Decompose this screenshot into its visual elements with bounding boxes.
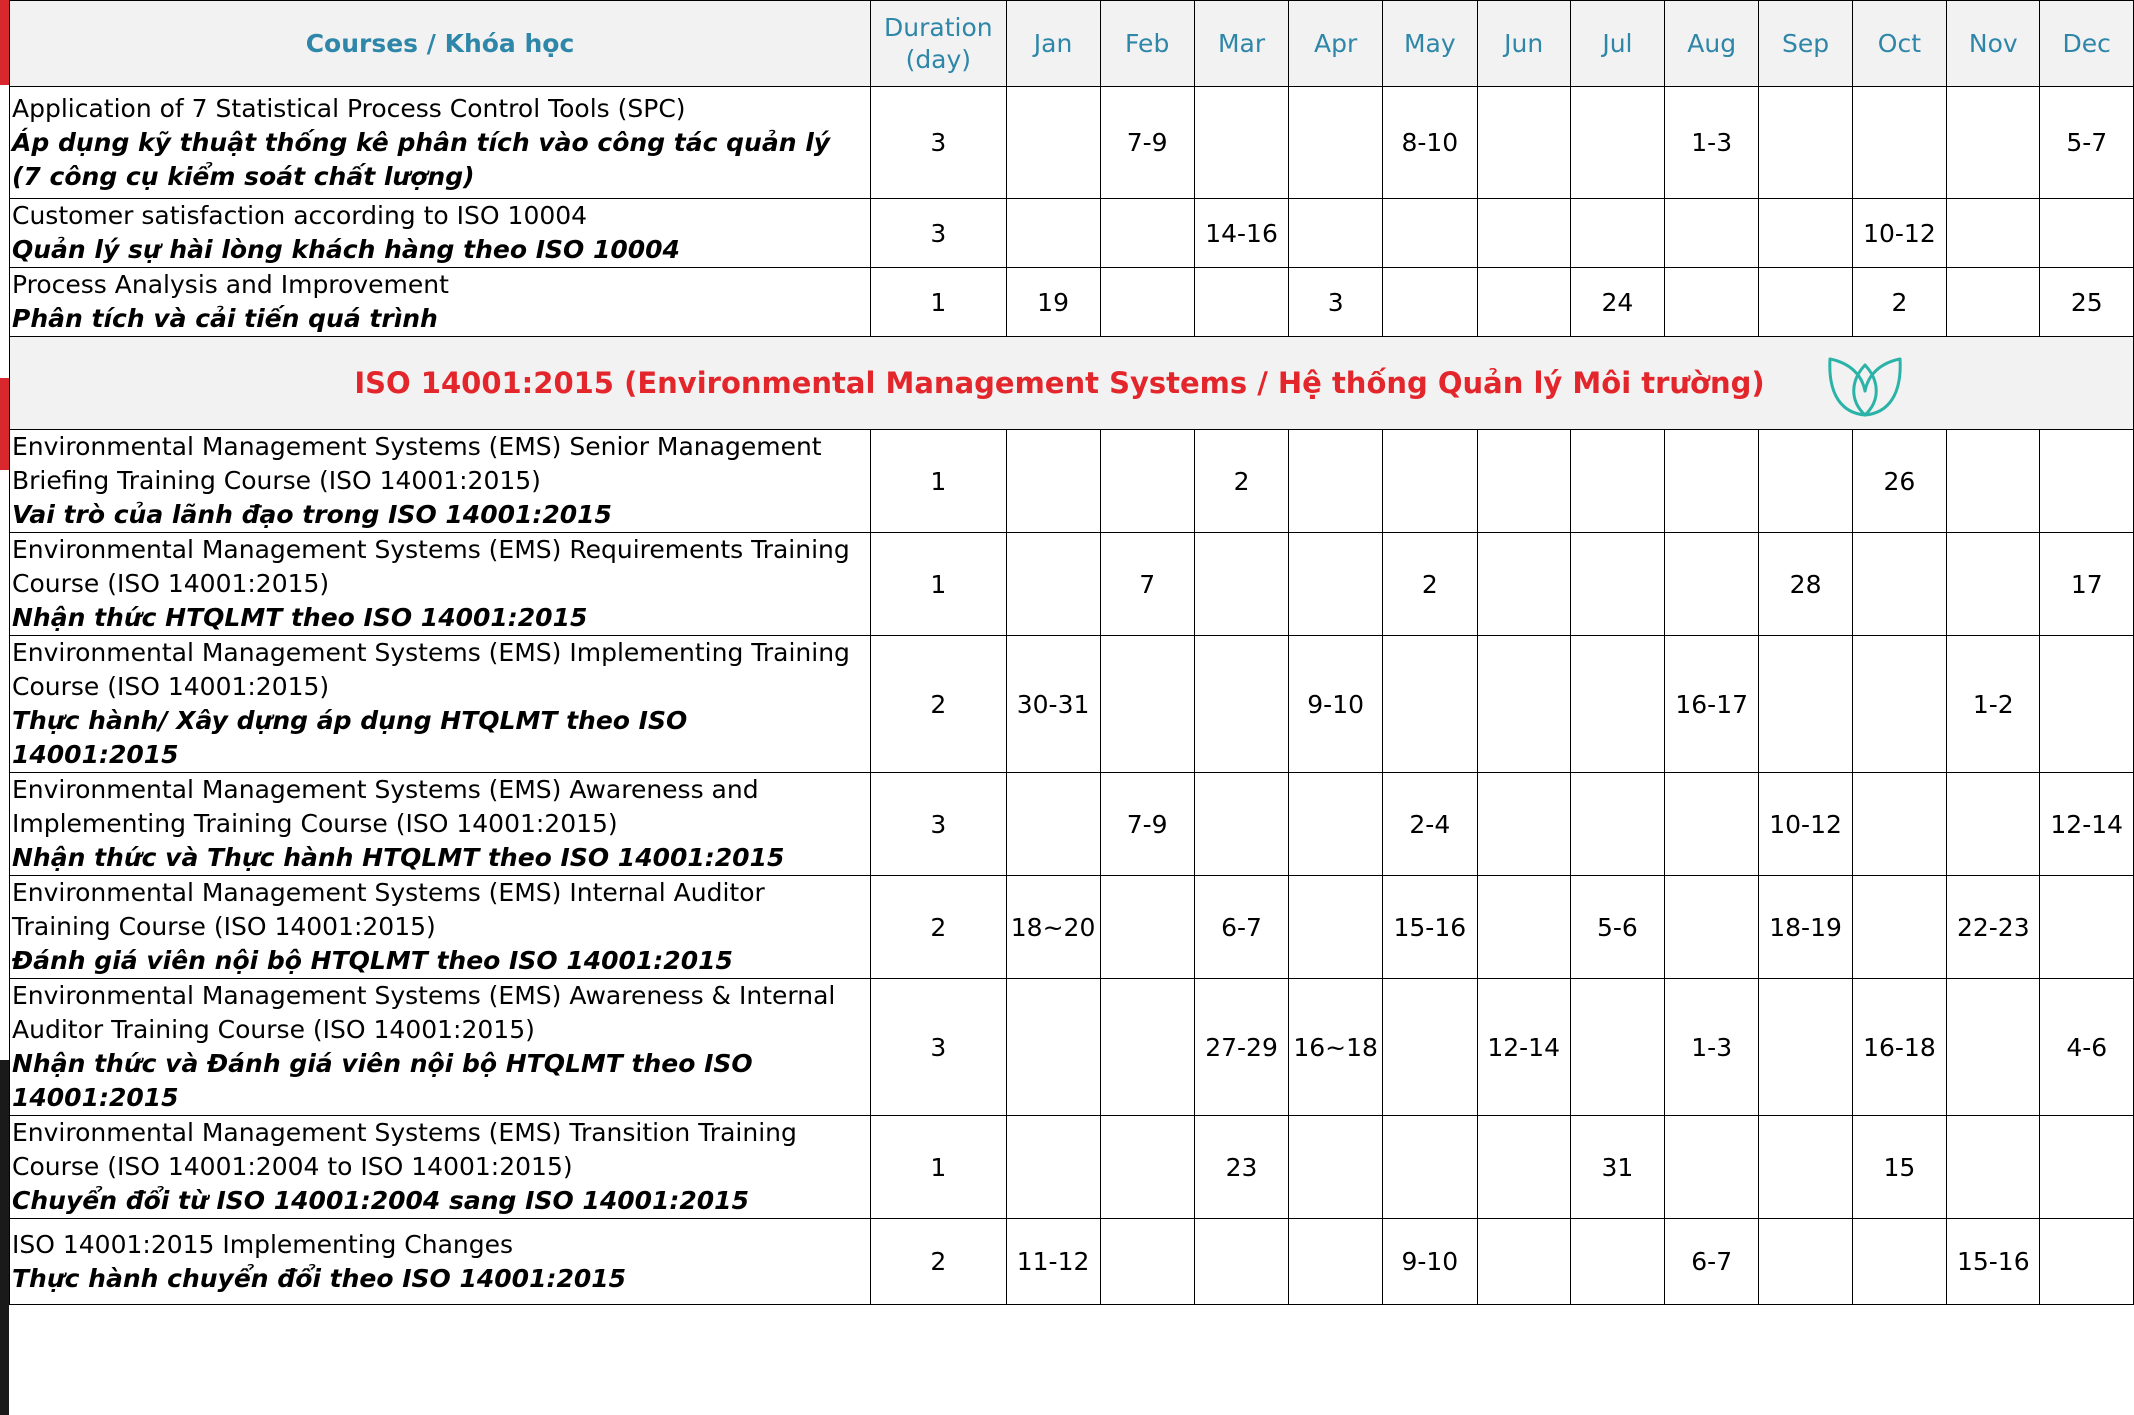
table-row [10, 87, 2134, 199]
schedule-date-cell [1759, 430, 1852, 533]
schedule-date-cell [1383, 636, 1477, 773]
table-row [10, 979, 2134, 1116]
schedule-date-cell [1477, 430, 1570, 533]
schedule-date-cell [1477, 876, 1570, 979]
schedule-date-cell: 10-12 [1759, 773, 1852, 876]
schedule-date-cell [1570, 1219, 1664, 1305]
course-name-en: Environmental Management Systems (EMS) Senior Management Briefing Training Course (ISO 14001:2015) [12, 432, 822, 495]
schedule-date-cell [2040, 636, 2134, 773]
table-row [10, 430, 2134, 533]
table-row [10, 268, 2134, 337]
schedule-date-cell [1759, 1116, 1852, 1219]
schedule-date-cell [1477, 533, 1570, 636]
schedule-date-cell [1383, 430, 1477, 533]
schedule-date-cell [1289, 1219, 1383, 1305]
schedule-date-cell: 18~20 [1006, 876, 1100, 979]
course-name-en: Environmental Management Systems (EMS) Awareness and Implementing Training Course (ISO 14001:2015) [12, 775, 759, 838]
schedule-date-cell: 25 [2040, 268, 2134, 337]
schedule-date-cell [1947, 87, 2040, 199]
schedule-date-cell: 16~18 [1289, 979, 1383, 1116]
leaf-icon [1822, 341, 1908, 421]
schedule-date-cell: 18-19 [1759, 876, 1852, 979]
schedule-date-cell [1100, 1116, 1194, 1219]
schedule-date-cell [1383, 268, 1477, 337]
course-name-cell [10, 876, 871, 979]
schedule-date-cell [1100, 430, 1194, 533]
month-header-nov: Nov [1947, 1, 2040, 87]
table-row [10, 533, 2134, 636]
courses-column-header: Courses / Khóa học [10, 1, 871, 87]
course-name-en: Process Analysis and Improvement [12, 270, 449, 299]
duration-cell: 2 [871, 636, 1007, 773]
schedule-date-cell [1006, 1116, 1100, 1219]
month-header-dec: Dec [2040, 1, 2134, 87]
schedule-date-cell [1665, 1116, 1759, 1219]
table-row [10, 199, 2134, 268]
schedule-date-cell: 1-2 [1947, 636, 2040, 773]
schedule-date-cell [1477, 636, 1570, 773]
schedule-date-cell [1759, 87, 1852, 199]
course-name-vi: Đánh giá viên nội bộ HTQLMT theo ISO 14001:2015 [12, 946, 733, 975]
schedule-date-cell [2040, 1116, 2134, 1219]
schedule-date-cell [1665, 430, 1759, 533]
month-header-jan: Jan [1006, 1, 1100, 87]
schedule-date-cell: 1-3 [1665, 87, 1759, 199]
schedule-date-cell: 9-10 [1383, 1219, 1477, 1305]
schedule-date-cell [1570, 87, 1664, 199]
schedule-date-cell [1665, 876, 1759, 979]
schedule-date-cell [1006, 979, 1100, 1116]
schedule-date-cell: 2 [1194, 430, 1288, 533]
schedule-date-cell [1100, 979, 1194, 1116]
schedule-date-cell: 15 [1852, 1116, 1946, 1219]
course-name-vi: Chuyển đổi từ ISO 14001:2004 sang ISO 14001:2015 [12, 1186, 749, 1215]
schedule-date-cell [1100, 636, 1194, 773]
duration-cell: 3 [871, 199, 1007, 268]
schedule-date-cell [1665, 199, 1759, 268]
course-name-cell [10, 773, 871, 876]
table-row [10, 1219, 2134, 1305]
schedule-date-cell [1100, 268, 1194, 337]
month-header-sep: Sep [1759, 1, 1852, 87]
schedule-date-cell [1947, 773, 2040, 876]
course-name-en: Application of 7 Statistical Process Control Tools (SPC) [12, 93, 686, 123]
schedule-date-cell: 9-10 [1289, 636, 1383, 773]
month-header-jun: Jun [1477, 1, 1570, 87]
duration-cell: 1 [871, 533, 1007, 636]
schedule-date-cell: 6-7 [1194, 876, 1288, 979]
schedule-date-cell [1759, 636, 1852, 773]
schedule-date-cell [1570, 430, 1664, 533]
schedule-date-cell [1477, 1219, 1570, 1305]
schedule-date-cell [1383, 979, 1477, 1116]
course-name-en: Environmental Management Systems (EMS) Transition Training Course (ISO 14001:2004 to ISO 14001:2015) [12, 1118, 797, 1181]
schedule-date-cell: 17 [2040, 533, 2134, 636]
schedule-date-cell [1194, 773, 1288, 876]
schedule-date-cell: 19 [1006, 268, 1100, 337]
schedule-date-cell: 14-16 [1194, 199, 1288, 268]
schedule-date-cell [1477, 87, 1570, 199]
course-name-cell [10, 979, 871, 1116]
table-row [10, 636, 2134, 773]
schedule-date-cell: 28 [1759, 533, 1852, 636]
course-name-vi: Nhận thức và Thực hành HTQLMT theo ISO 14001:2015 [12, 843, 785, 872]
duration-header-line2: (day) [905, 44, 972, 74]
table-row [10, 876, 2134, 979]
table-row [10, 1116, 2134, 1219]
schedule-date-cell: 1-3 [1665, 979, 1759, 1116]
schedule-date-cell [1289, 87, 1383, 199]
schedule-date-cell [1570, 979, 1664, 1116]
schedule-date-cell [2040, 876, 2134, 979]
duration-header-line1: Duration [884, 12, 993, 42]
table-row [10, 773, 2134, 876]
schedule-date-cell [1006, 773, 1100, 876]
schedule-date-cell: 6-7 [1665, 1219, 1759, 1305]
schedule-date-cell [1006, 430, 1100, 533]
schedule-date-cell: 23 [1194, 1116, 1288, 1219]
schedule-date-cell [1006, 199, 1100, 268]
schedule-date-cell [1852, 1219, 1946, 1305]
schedule-date-cell [1383, 199, 1477, 268]
schedule-date-cell: 5-7 [2040, 87, 2134, 199]
schedule-date-cell: 30-31 [1006, 636, 1100, 773]
training-schedule-table [9, 0, 2134, 1305]
course-name-cell [10, 268, 871, 337]
schedule-date-cell: 2 [1383, 533, 1477, 636]
schedule-date-cell: 12-14 [2040, 773, 2134, 876]
schedule-date-cell: 15-16 [1947, 1219, 2040, 1305]
section-edge-accent [0, 378, 9, 470]
course-name-en: Environmental Management Systems (EMS) Internal Auditor Training Course (ISO 14001:2015) [12, 878, 765, 941]
month-header-may: May [1383, 1, 1477, 87]
header-row [10, 1, 2134, 87]
duration-cell: 2 [871, 876, 1007, 979]
iso14001-section-header [10, 337, 2134, 430]
course-name-vi: Thực hành/ Xây dựng áp dụng HTQLMT theo ISO 14001:2015 [12, 706, 688, 769]
schedule-date-cell: 5-6 [1570, 876, 1664, 979]
section-title: ISO 14001:2015 (Environmental Management Systems / Hệ thống Quản lý Môi trường) [354, 366, 1765, 400]
duration-column-header [871, 1, 1007, 87]
course-name-en: Environmental Management Systems (EMS) Requirements Training Course (ISO 14001:2015) [12, 535, 850, 598]
schedule-date-cell [1759, 199, 1852, 268]
course-name-cell [10, 1219, 871, 1305]
course-name-vi: Thực hành chuyển đổi theo ISO 14001:2015 [12, 1263, 627, 1293]
month-header-jul: Jul [1570, 1, 1664, 87]
schedule-date-cell [1194, 87, 1288, 199]
left-edge-accent [0, 0, 9, 85]
schedule-date-cell [1477, 1116, 1570, 1219]
schedule-date-cell [1947, 199, 2040, 268]
schedule-date-cell [1570, 199, 1664, 268]
schedule-date-cell [1383, 1116, 1477, 1219]
course-name-en: Environmental Management Systems (EMS) Awareness & Internal Auditor Training Course (ISO 14001:2015) [12, 981, 836, 1044]
schedule-date-cell: 12-14 [1477, 979, 1570, 1116]
schedule-date-cell [1006, 533, 1100, 636]
schedule-date-cell: 26 [1852, 430, 1946, 533]
course-name-cell [10, 1116, 871, 1219]
schedule-date-cell: 8-10 [1383, 87, 1477, 199]
duration-cell: 1 [871, 268, 1007, 337]
schedule-date-cell [1759, 268, 1852, 337]
month-header-mar: Mar [1194, 1, 1288, 87]
course-name-cell [10, 199, 871, 268]
schedule-date-cell [1194, 533, 1288, 636]
duration-cell: 1 [871, 1116, 1007, 1219]
month-header-oct: Oct [1852, 1, 1946, 87]
iso14001-courses-section [10, 430, 2134, 1305]
schedule-date-cell [1289, 430, 1383, 533]
course-name-vi: Áp dụng kỹ thuật thống kê phân tích vào công tác quản lý (7 công cụ kiểm soát chất lượng) [12, 127, 831, 191]
course-name-en: Customer satisfaction according to ISO 10004 [12, 201, 588, 230]
schedule-date-cell [1289, 876, 1383, 979]
schedule-date-cell: 22-23 [1947, 876, 2040, 979]
schedule-date-cell [1852, 87, 1946, 199]
course-name-cell [10, 87, 871, 199]
course-name-vi: Nhận thức và Đánh giá viên nội bộ HTQLMT theo ISO 14001:2015 [12, 1049, 753, 1112]
section-header-row [10, 337, 2134, 430]
duration-cell: 3 [871, 773, 1007, 876]
schedule-date-cell [1289, 1116, 1383, 1219]
section-header-cell [10, 337, 2134, 430]
schedule-date-cell [1289, 199, 1383, 268]
schedule-date-cell [1100, 1219, 1194, 1305]
schedule-date-cell [2040, 199, 2134, 268]
schedule-date-cell [1477, 773, 1570, 876]
schedule-date-cell [1947, 430, 2040, 533]
schedule-date-cell [1665, 773, 1759, 876]
schedule-date-cell [1570, 533, 1664, 636]
schedule-date-cell [1665, 268, 1759, 337]
schedule-date-cell: 16-17 [1665, 636, 1759, 773]
schedule-date-cell [1665, 533, 1759, 636]
schedule-date-cell: 27-29 [1194, 979, 1288, 1116]
schedule-date-cell [1947, 533, 2040, 636]
left-edge-bar [0, 1060, 9, 1415]
duration-cell: 2 [871, 1219, 1007, 1305]
course-name-cell [10, 636, 871, 773]
course-name-en: Environmental Management Systems (EMS) Implementing Training Course (ISO 14001:2015) [12, 638, 850, 701]
course-name-vi: Nhận thức HTQLMT theo ISO 14001:2015 [12, 603, 588, 632]
schedule-date-cell [1759, 1219, 1852, 1305]
schedule-date-cell [2040, 430, 2134, 533]
schedule-date-cell: 2-4 [1383, 773, 1477, 876]
schedule-date-cell [1852, 636, 1946, 773]
duration-cell: 1 [871, 430, 1007, 533]
schedule-date-cell [1947, 979, 2040, 1116]
schedule-date-cell [1194, 636, 1288, 773]
schedule-date-cell [1289, 533, 1383, 636]
course-name-cell [10, 430, 871, 533]
schedule-date-cell [1289, 773, 1383, 876]
schedule-date-cell: 11-12 [1006, 1219, 1100, 1305]
course-name-en: ISO 14001:2015 Implementing Changes [12, 1229, 514, 1259]
schedule-date-cell: 31 [1570, 1116, 1664, 1219]
schedule-date-cell [1477, 199, 1570, 268]
schedule-date-cell: 15-16 [1383, 876, 1477, 979]
schedule-date-cell [2040, 1219, 2134, 1305]
schedule-date-cell [1100, 876, 1194, 979]
schedule-date-cell [1006, 87, 1100, 199]
duration-cell: 3 [871, 979, 1007, 1116]
schedule-date-cell: 7-9 [1100, 773, 1194, 876]
schedule-date-cell: 7-9 [1100, 87, 1194, 199]
schedule-date-cell [1100, 199, 1194, 268]
schedule-date-cell [1947, 1116, 2040, 1219]
course-name-vi: Phân tích và cải tiến quá trình [12, 304, 438, 333]
schedule-date-cell [1194, 1219, 1288, 1305]
schedule-date-cell: 4-6 [2040, 979, 2134, 1116]
month-header-feb: Feb [1100, 1, 1194, 87]
month-header-aug: Aug [1665, 1, 1759, 87]
schedule-date-cell [1570, 636, 1664, 773]
schedule-date-cell [1852, 533, 1946, 636]
schedule-date-cell [1852, 876, 1946, 979]
schedule-date-cell: 7 [1100, 533, 1194, 636]
schedule-date-cell [1194, 268, 1288, 337]
schedule-date-cell [1759, 979, 1852, 1116]
schedule-date-cell [1947, 268, 2040, 337]
schedule-date-cell [1570, 773, 1664, 876]
month-header-apr: Apr [1289, 1, 1383, 87]
schedule-date-cell: 24 [1570, 268, 1664, 337]
schedule-date-cell: 2 [1852, 268, 1946, 337]
schedule-date-cell [1852, 773, 1946, 876]
schedule-date-cell [1477, 268, 1570, 337]
course-name-vi: Quản lý sự hài lòng khách hàng theo ISO 10004 [12, 235, 680, 264]
course-name-cell [10, 533, 871, 636]
schedule-date-cell: 3 [1289, 268, 1383, 337]
quality-courses-section [10, 87, 2134, 337]
schedule-date-cell: 16-18 [1852, 979, 1946, 1116]
schedule-date-cell: 10-12 [1852, 199, 1946, 268]
duration-cell: 3 [871, 87, 1007, 199]
course-name-vi: Vai trò của lãnh đạo trong ISO 14001:2015 [12, 500, 612, 529]
